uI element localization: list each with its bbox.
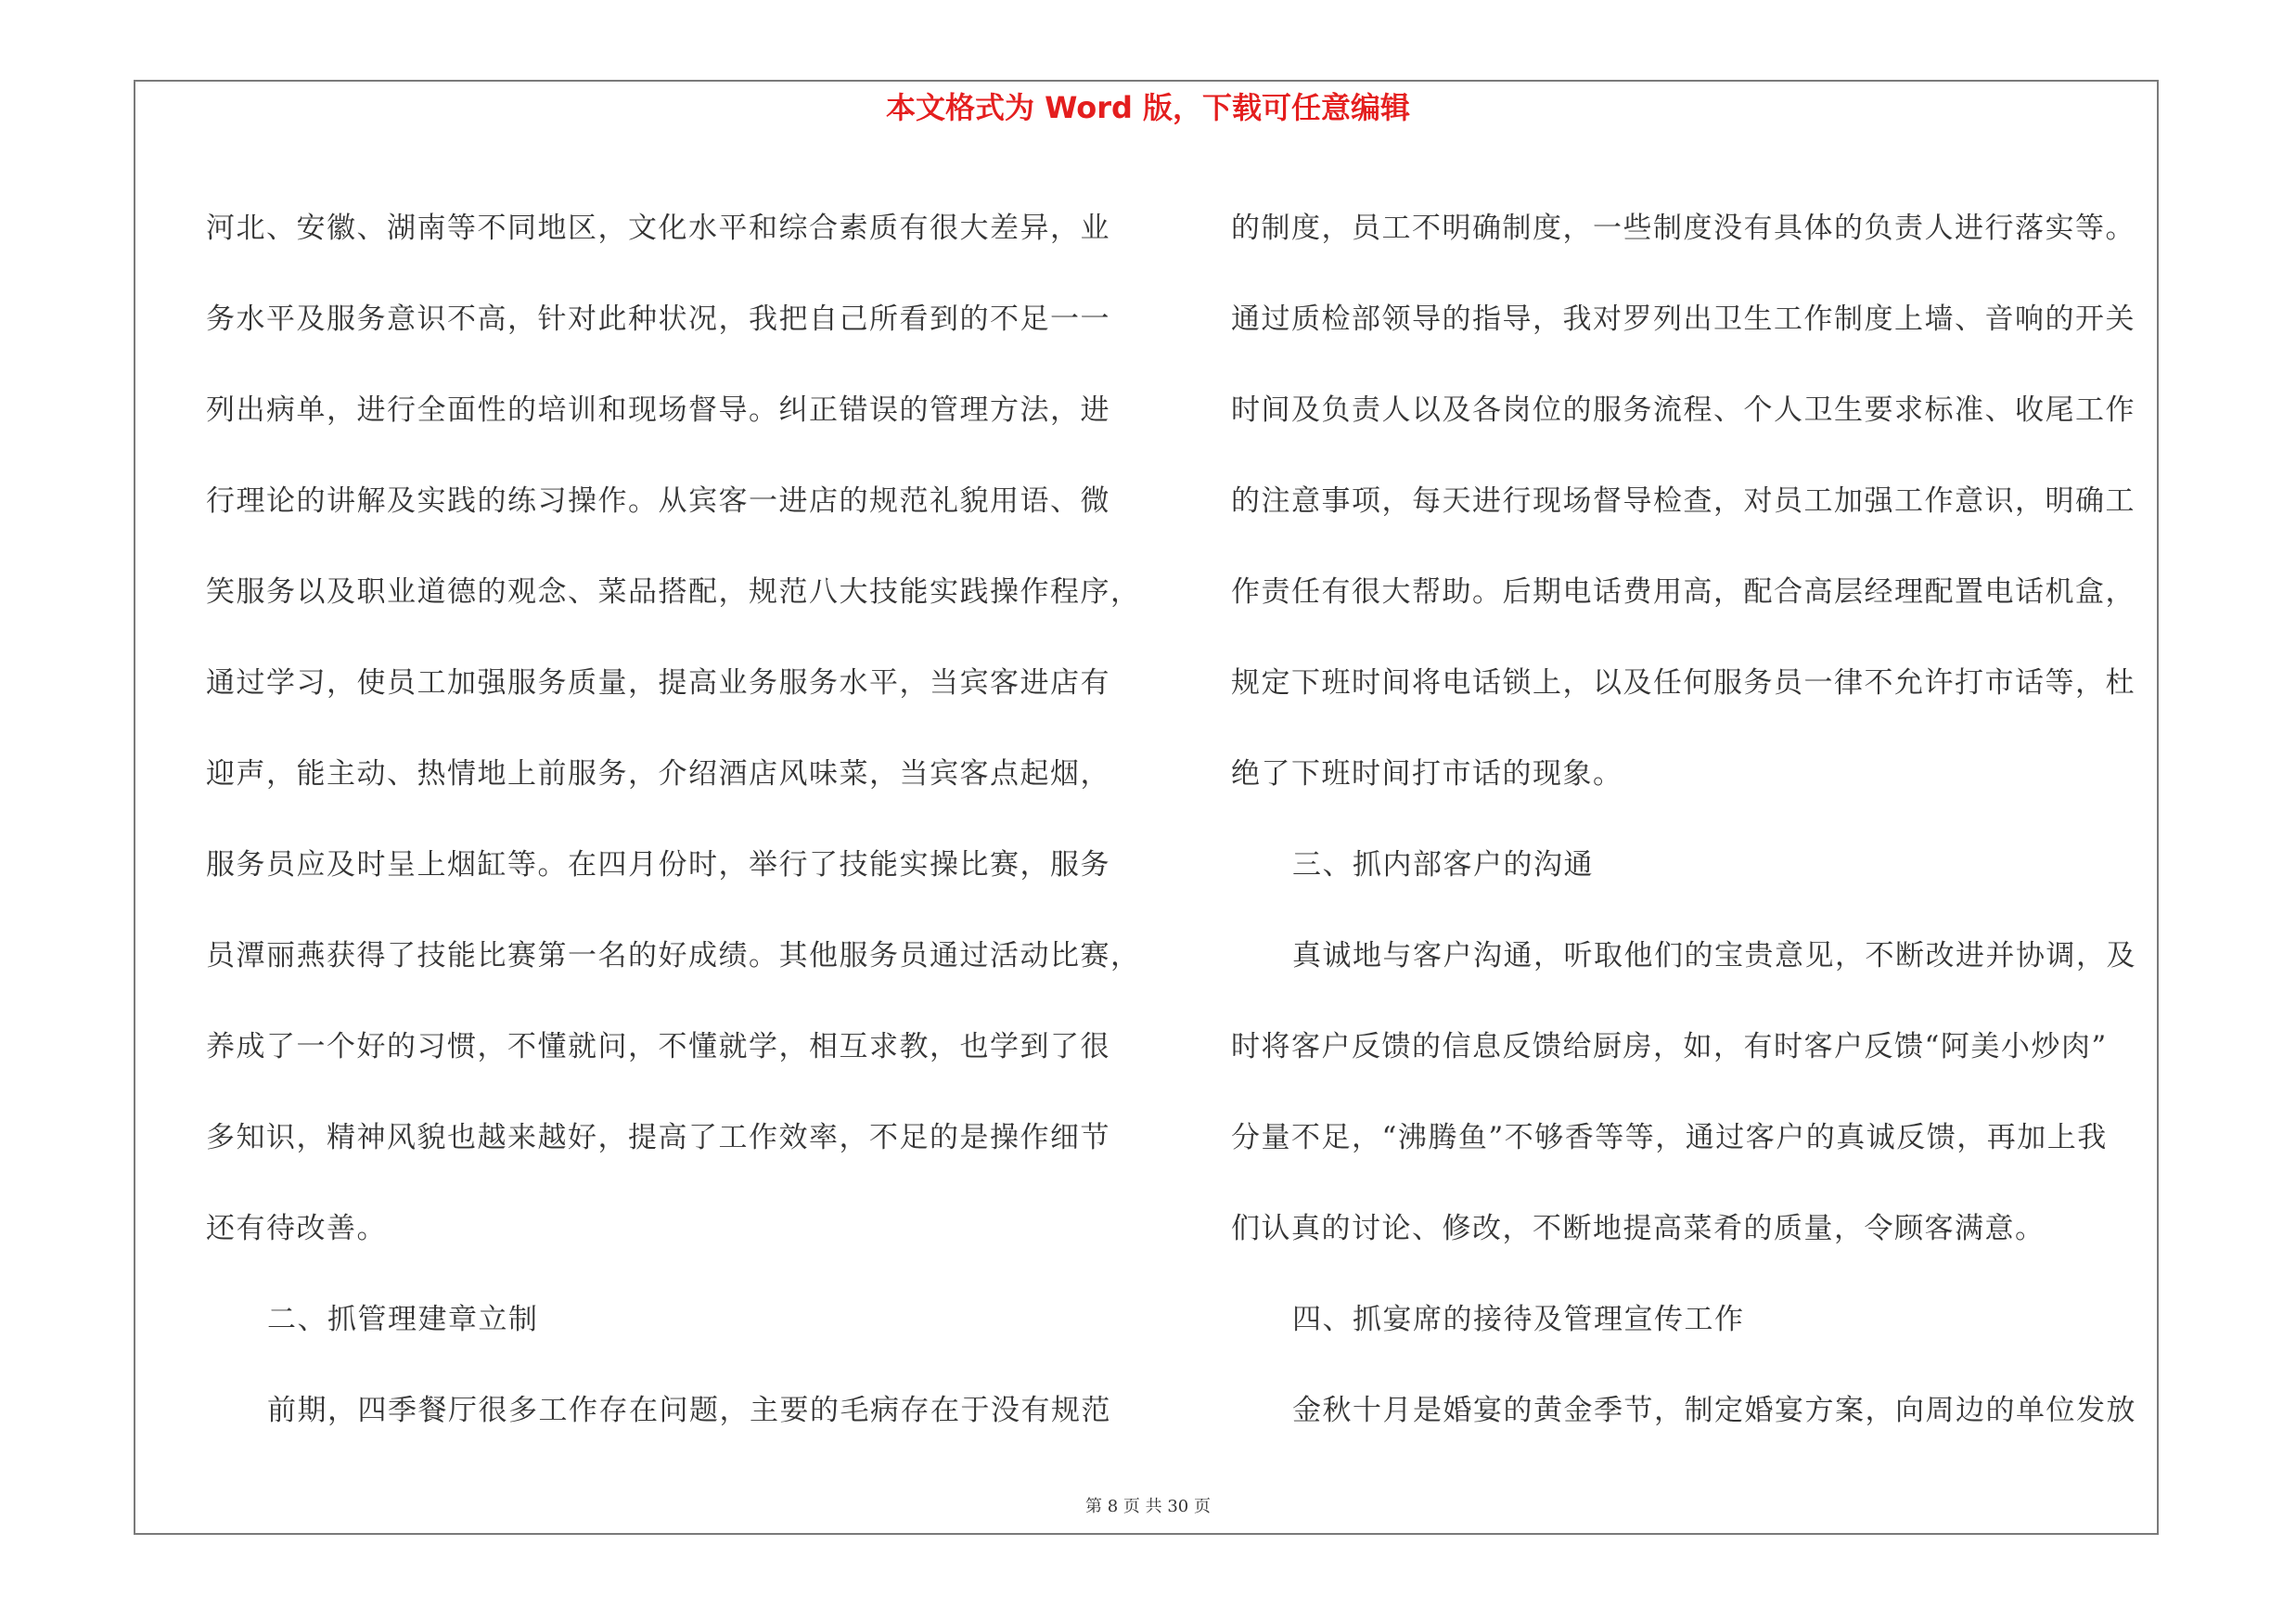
paragraph-line: 前期，四季餐厅很多工作存在问题，主要的毛病存在于没有规范 [267,1394,1111,1427]
right-text-column [1231,183,2162,1456]
section-heading: 二、抓管理建章立制 [267,1303,539,1336]
paragraph-line: 还有待改善。 [206,1212,387,1245]
paragraph-line: 通过质检部领导的指导，我对罗列出卫生工作制度上墙、音响的开关 [1231,303,2136,336]
paragraph-line: 多知识，精神风貌也越来越好，提高了工作效率，不足的是操作细节 [206,1121,1110,1154]
paragraph-line: 务水平及服务意识不高，针对此种状况，我把自己所看到的不足一一 [206,303,1110,336]
paragraph-line: 河北、安徽、湖南等不同地区，文化水平和综合素质有很大差异，业 [206,212,1110,245]
page-number-footer: 第 8 页 共 30 页 [1085,1497,1211,1516]
watermark-banner: 本文格式为 Word 版，下载可任意编辑 [885,90,1411,125]
paragraph-line: 金秋十月是婚宴的黄金季节，制定婚宴方案，向周边的单位发放 [1292,1394,2136,1427]
paragraph-line: 的制度，员工不明确制度，一些制度没有具体的负责人进行落实等。 [1231,212,2136,245]
paragraph-line: 列出病单，进行全面性的培训和现场督导。纠正错误的管理方法，进 [206,393,1110,427]
paragraph-line: 通过学习，使员工加强服务质量，提高业务服务水平，当宾客进店有 [206,666,1110,700]
paragraph-line: 的注意事项，每天进行现场督导检查，对员工加强工作意识，明确工 [1231,484,2136,518]
section-heading: 三、抓内部客户的沟通 [1292,848,1594,882]
section-heading: 四、抓宴席的接待及管理宣传工作 [1292,1303,1745,1336]
paragraph-line: 分量不足，“沸腾鱼”不够香等等，通过客户的真诚反馈，再加上我 [1231,1121,2108,1154]
paragraph-line: 们认真的讨论、修改，不断地提高菜肴的质量，令顾客满意。 [1231,1212,2046,1245]
paragraph-line: 作责任有很大帮助。后期电话费用高，配合高层经理配置电话机盒， [1231,575,2136,609]
left-text-column [206,183,1141,1456]
paragraph-line: 时将客户反馈的信息反馈给厨房，如，有时客户反馈“阿美小炒肉” [1231,1030,2108,1063]
paragraph-line: 时间及负责人以及各岗位的服务流程、个人卫生要求标准、收尾工作 [1231,393,2136,427]
paragraph-line: 绝了下班时间打市话的现象。 [1231,757,1623,791]
paragraph-line: 员潭丽燕获得了技能比赛第一名的好成绩。其他服务员通过活动比赛， [206,939,1141,973]
paragraph-line: 笑服务以及职业道德的观念、菜品搭配，规范八大技能实践操作程序， [206,575,1141,609]
paragraph-line: 真诚地与客户沟通，听取他们的宝贵意见，不断改进并协调，及 [1292,939,2136,973]
paragraph-line: 服务员应及时呈上烟缸等。在四月份时，举行了技能实操比赛，服务 [206,848,1110,882]
paragraph-line: 迎声，能主动、热情地上前服务，介绍酒店风味菜，当宾客点起烟， [206,757,1110,791]
paragraph-line: 行理论的讲解及实践的练习操作。从宾客一进店的规范礼貌用语、微 [206,484,1110,518]
paragraph-line: 规定下班时间将电话锁上，以及任何服务员一律不允许打市话等，杜 [1231,666,2136,700]
paragraph-line: 养成了一个好的习惯，不懂就问，不懂就学，相互求教，也学到了很 [206,1030,1110,1063]
